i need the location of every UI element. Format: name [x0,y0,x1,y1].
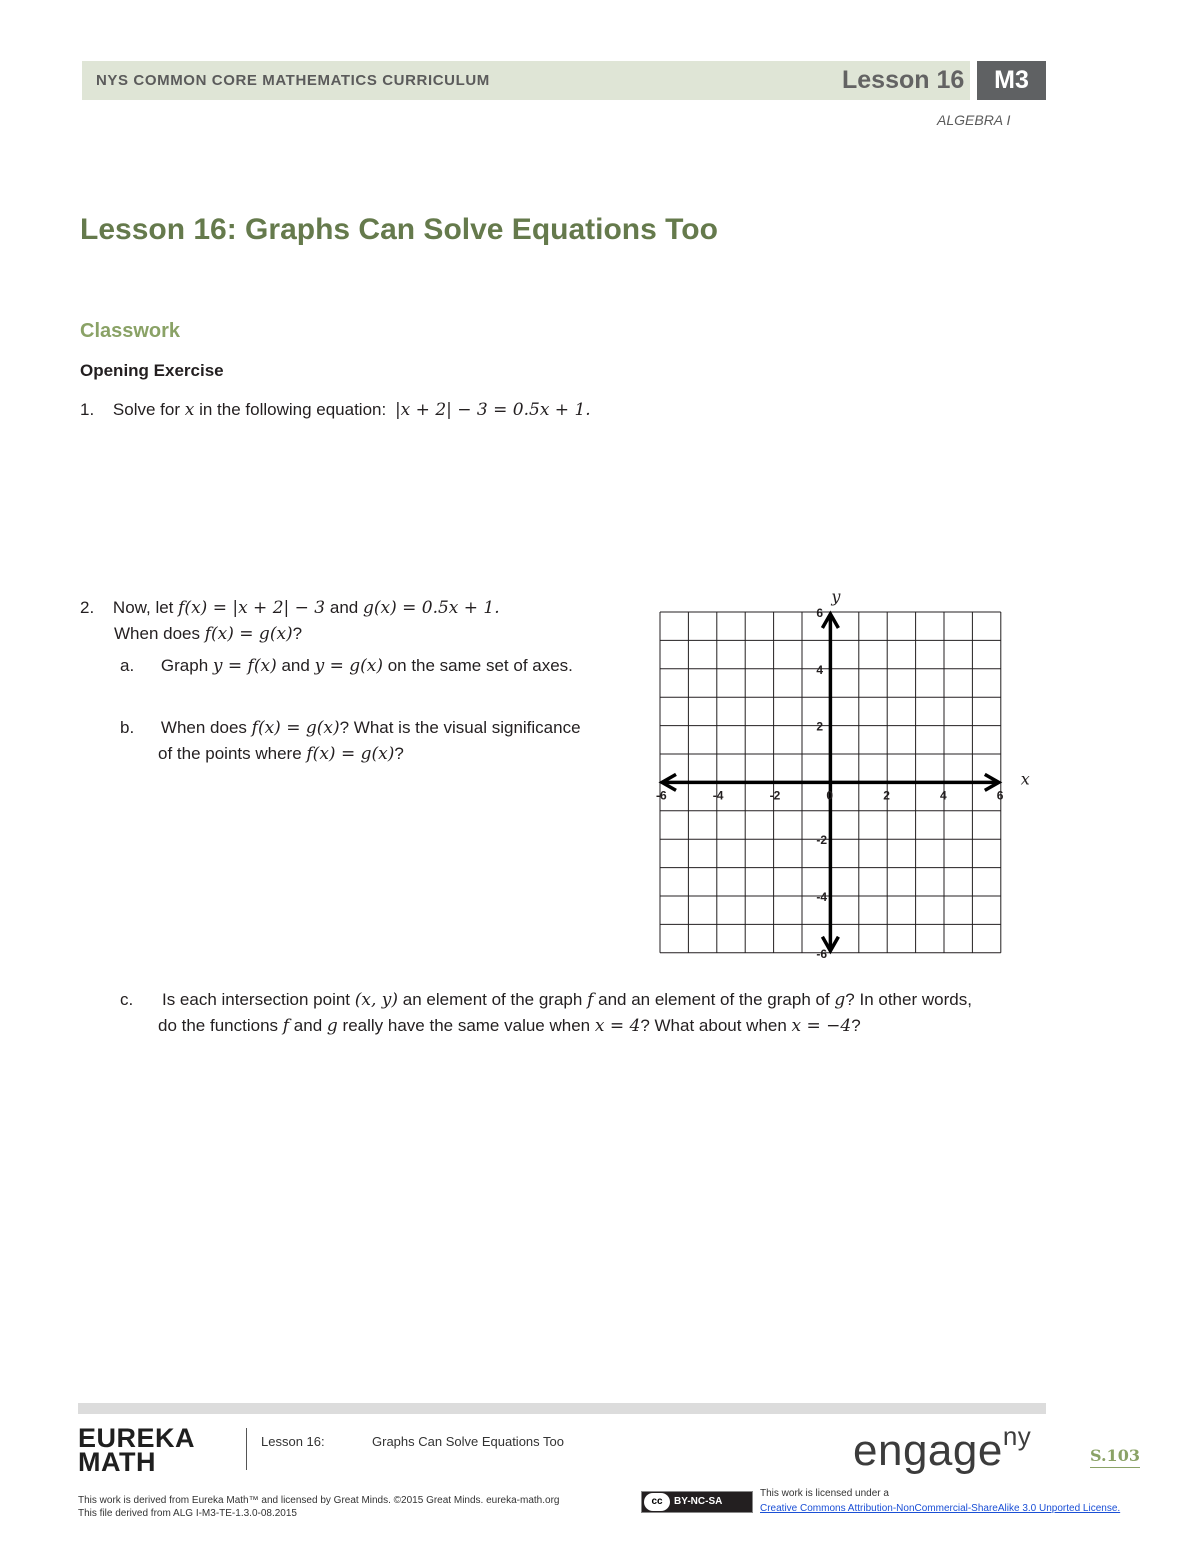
cc-icon: cc [644,1493,670,1511]
footer-lesson-title: Graphs Can Solve Equations Too [372,1434,564,1449]
footer-rule [78,1403,1046,1414]
question-text: really have the same value when [342,1016,591,1035]
question-2c [120,988,972,1038]
engageny-logo [853,1421,1031,1476]
question-text: Now, let [112,598,174,617]
footer-divider [246,1428,247,1470]
equation: |x + 2| − 3 = 0.5x + 1. [394,400,591,420]
eureka-math-logo [78,1423,196,1477]
curriculum-label: NYS COMMON CORE MATHEMATICS CURRICULUM [96,72,490,89]
x-tick-label: 0 [826,788,834,803]
question-2 [80,596,640,646]
y-tick-label: -4 [816,890,828,904]
lesson-title: Lesson 16: Graphs Can Solve Equations Too [80,213,718,246]
equation: x = −4 [791,1016,852,1036]
question-text: and [293,1016,323,1035]
cc-badge-label: BY-NC-SA [674,1496,723,1507]
question-text: ? What is the visual significance [339,718,581,737]
exercise-heading: Opening Exercise [80,361,224,380]
equation: f(x) = g(x) [204,624,293,644]
question-text: and [281,656,310,675]
logo-line: EUREKA [78,1423,196,1453]
sub-label: a. [120,656,135,675]
f-definition: f(x) = |x + 2| − 3 [178,598,326,618]
x-tick-label: 6 [996,788,1004,803]
axes [662,614,999,951]
y-tick-label: 2 [816,719,824,734]
question-text: in the following equation: [199,400,387,419]
y-tick-label: 4 [816,662,824,677]
math-var: f [587,990,594,1010]
footer-credit: This file derived from ALG I-M3-TE-1.3.0-08.2015 [78,1508,297,1519]
math-var: f [282,1016,290,1036]
question-text: of the points where [158,744,302,763]
license-text: This work is licensed under a [760,1488,889,1499]
footer-lesson-label: Lesson 16: [261,1434,325,1449]
x-tick-label: 2 [883,788,890,803]
math-var: g [834,990,846,1010]
question-text: When does [114,624,200,643]
lesson-badge: Lesson 16 [842,66,965,94]
question-1 [80,398,591,422]
question-text: When does [160,718,247,737]
x-tick-label: -6 [656,788,667,803]
logo-text: engage [853,1426,1003,1475]
question-text: ? What about when [640,1016,787,1035]
question-text: Graph [160,656,209,675]
question-text: ? In other words, [845,990,972,1009]
y-tick-label: -6 [816,946,828,961]
x-tick-label: -2 [769,788,781,803]
point: (x, y) [354,990,399,1010]
sub-label: c. [120,990,134,1009]
equation: y = g(x) [314,656,383,676]
license-link[interactable]: Creative Commons Attribution-NonCommercial-ShareAlike 3.0 Unported License. [760,1503,1121,1514]
equation: f(x) = g(x) [306,744,395,764]
y-tick-label: -2 [816,833,828,848]
question-text: ? [292,624,303,643]
page-number: S.103 [1090,1446,1140,1468]
question-text: and [329,598,359,617]
question-2a [120,654,573,678]
question-number: 1. [80,400,95,419]
y-axis-label: y [831,587,841,606]
x-tick-label: 4 [940,788,947,803]
equation: f(x) = g(x) [251,718,340,738]
question-text: do the functions [158,1016,279,1035]
question-text: on the same set of axes. [387,656,573,675]
equation: x = 4 [594,1016,641,1036]
g-definition: g(x) = 0.5x + 1. [362,598,500,618]
cc-license-badge[interactable] [641,1491,753,1513]
question-number: 2. [80,598,95,617]
section-heading: Classwork [80,320,181,342]
question-text: Is each intersection point [161,990,351,1009]
question-2b [120,716,581,766]
footer-credit: This work is derived from Eureka Math™ and licensed by Great Minds. ©2015 Great Minds. eureka-math.org [78,1495,560,1506]
y-tick-label: 6 [816,606,824,620]
question-text: ? [394,744,404,763]
sub-label: b. [120,718,135,737]
math-var: x [184,400,195,420]
x-axis-label: x [1020,769,1030,789]
math-var: g [326,1016,338,1036]
question-text: and an element of the graph of [598,990,830,1009]
course-label: ALGEBRA I [937,112,1011,128]
logo-line: MATH [78,1447,156,1477]
question-text: an element of the graph [402,990,583,1009]
logo-superscript: ny [1002,1421,1032,1451]
question-text: ? [851,1016,861,1035]
question-text: Solve for [112,400,181,419]
module-badge: M3 [977,61,1046,100]
coordinate-grid [640,585,1040,965]
x-tick-label: -4 [712,788,724,803]
equation: y = f(x) [212,656,277,676]
